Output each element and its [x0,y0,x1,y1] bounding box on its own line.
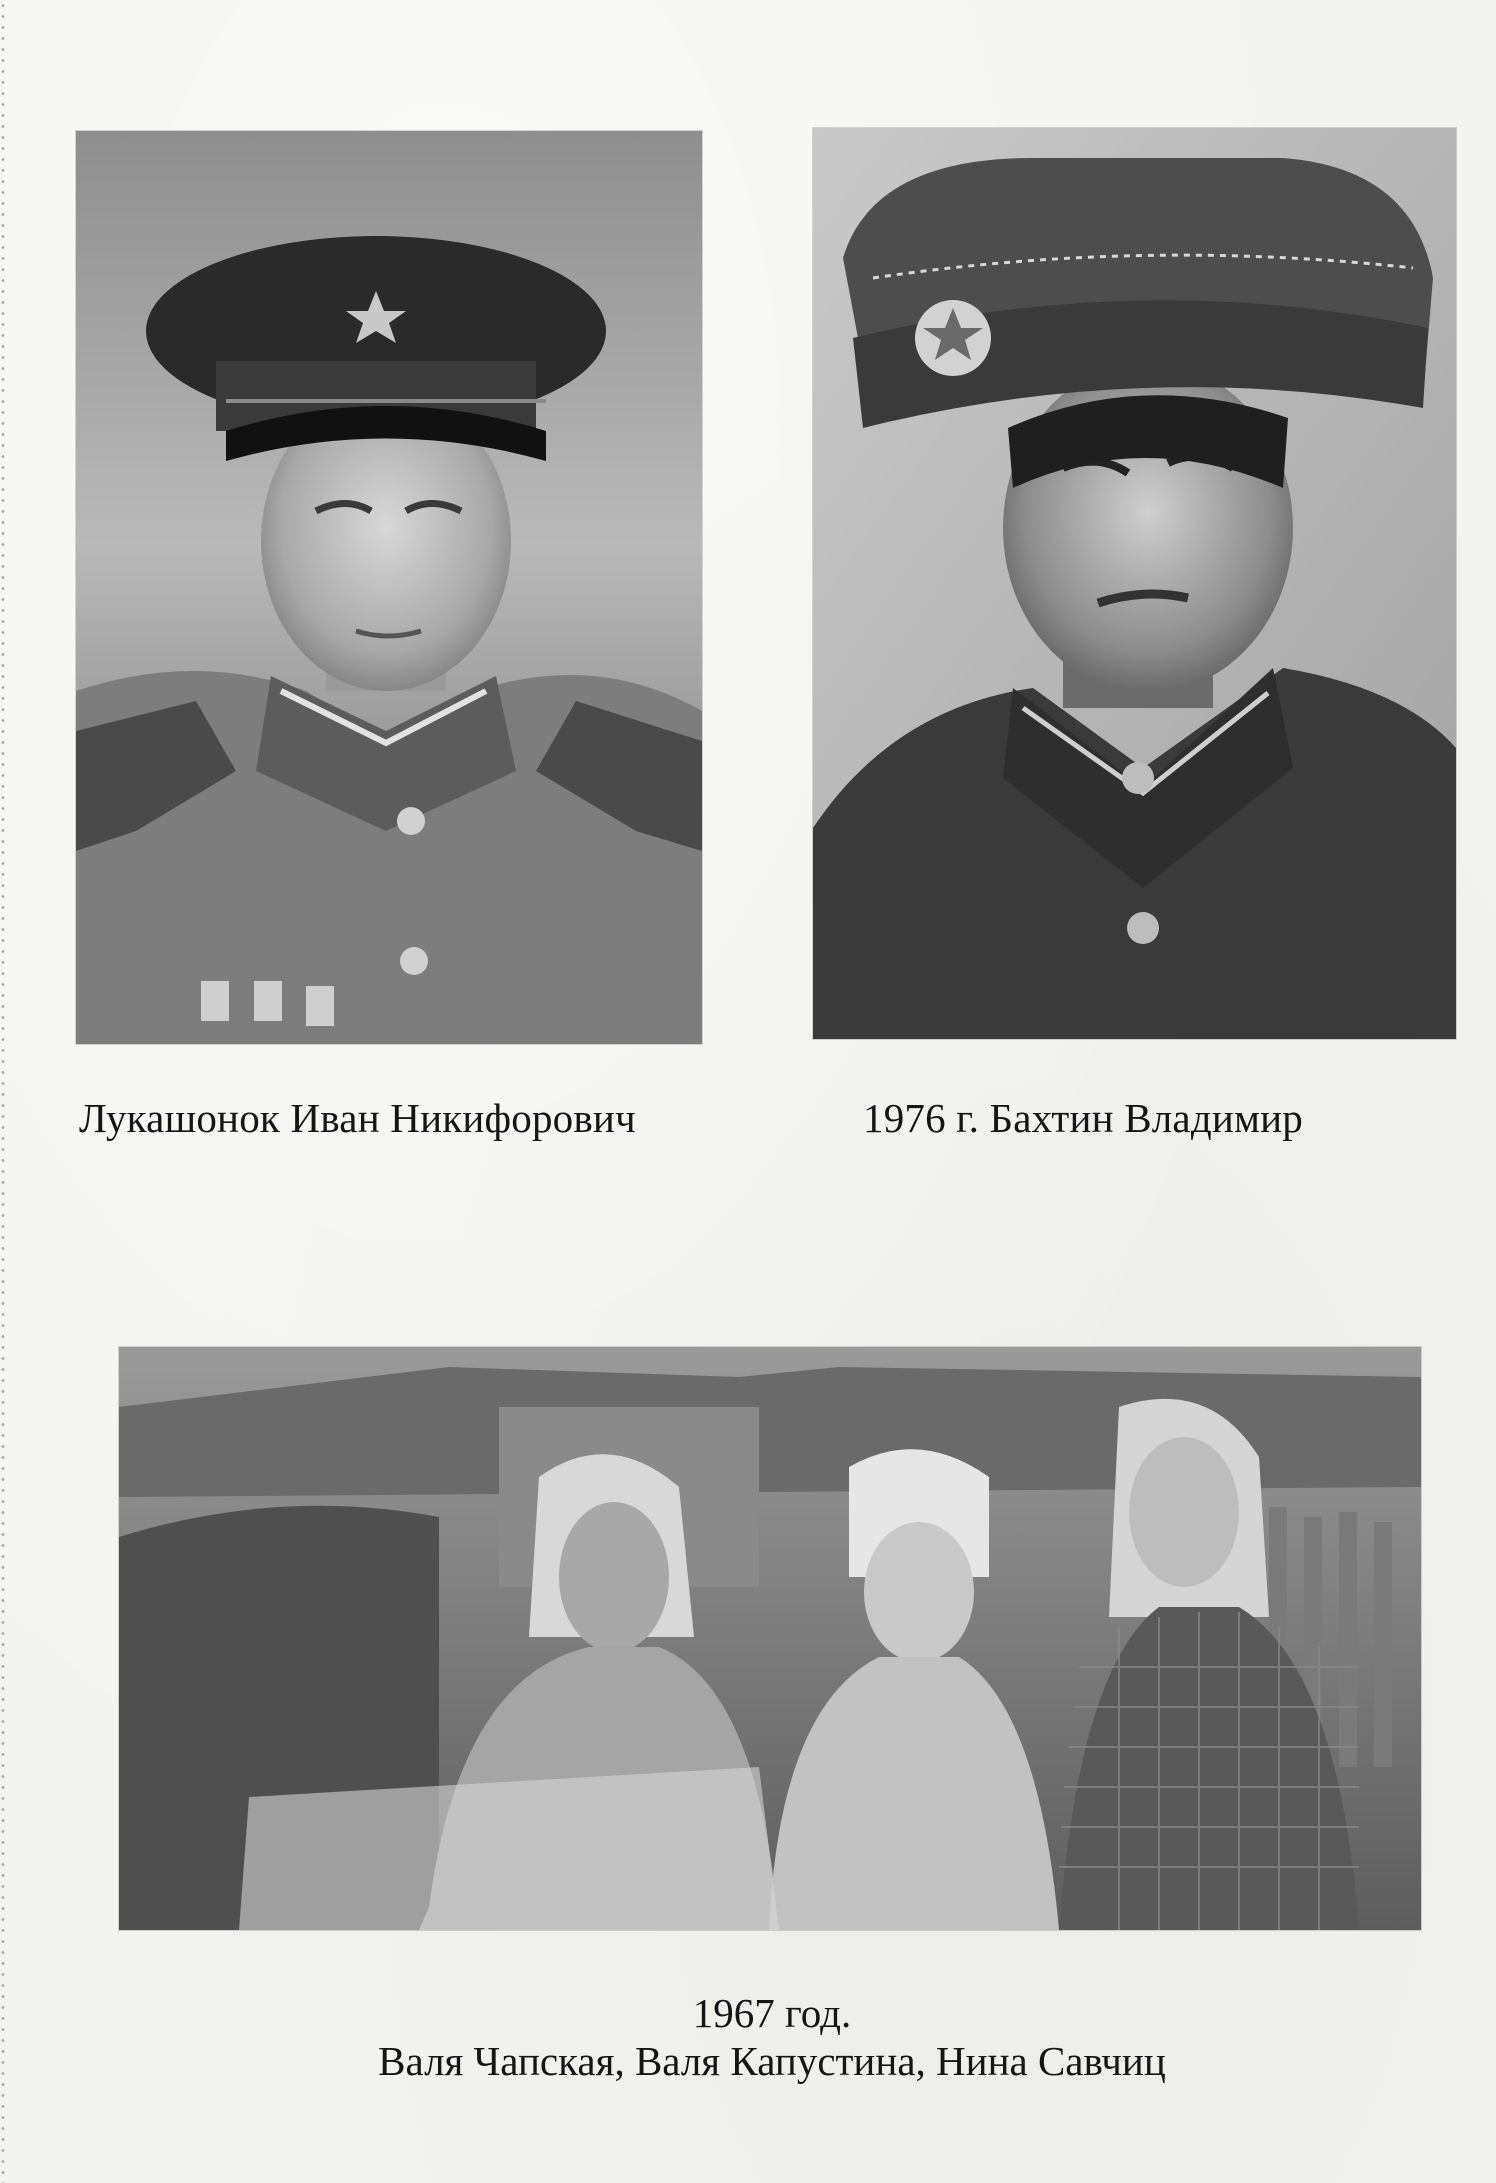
scan-edge-perforation [0,0,6,2183]
photo-caption-names: Валя Чапская, Валя Капустина, Нина Савчиц [378,2038,1166,2084]
photo-caption-bakhtin: 1976 г. Бахтин Владимир [863,1095,1304,1141]
photo-caption-year: 1967 год. [692,1990,852,2036]
portrait-photo-bakhtin [813,128,1456,1039]
portrait-photo-lukashonok [76,131,702,1044]
group-photo-1967 [119,1347,1421,1930]
photo-caption-lukashonok: Лукашонок Иван Никифорович [79,1095,636,1141]
